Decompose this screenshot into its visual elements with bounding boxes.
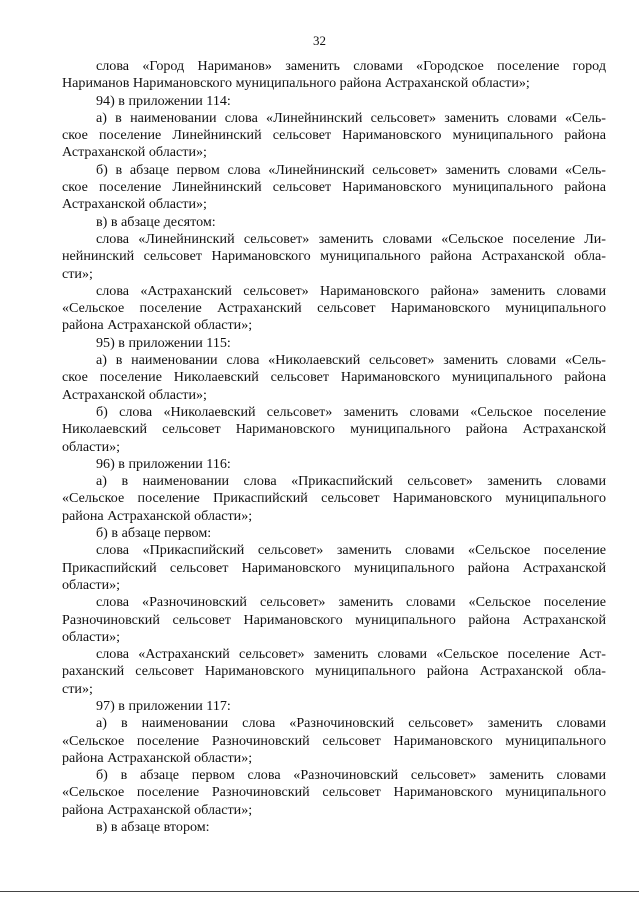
text-line: области»;: [62, 576, 121, 593]
text-line: Разночиновский сельсовет Наримановского муниципального района Астраханской: [62, 611, 606, 628]
text-line: 97) в приложении 117:: [96, 697, 231, 714]
text-line: слова «Город Нариманов» заменить словами «Городское поселение город: [96, 58, 606, 74]
text-line: нейнинский сельсовет Наримановского муниципального района Астраханской обла-: [62, 248, 606, 265]
text-line: слова «Астраханский сельсовет» Наримановского района» заменить словами: [96, 282, 606, 299]
text-line: Николаевский сельсовет Наримановского муниципального района Астраханской: [62, 421, 606, 438]
text-line: в) в абзаце втором:: [96, 819, 210, 836]
text-line: б) в абзаце первом слова «Линейнинский сельсовет» заменить словами «Сель-: [96, 161, 606, 178]
text-line: слова «Астраханский сельсовет» заменить словами «Сельское поселение Аст-: [96, 646, 606, 663]
text-line: сти»;: [62, 265, 93, 282]
text-line: слова «Разночиновский сельсовет» заменить словами «Сельское поселение: [96, 594, 606, 611]
text-line: в) в абзаце десятом:: [96, 213, 216, 230]
text-line: ское поселение Николаевский сельсовет Наримановского муниципального района: [62, 369, 606, 386]
text-line: Нариманов Наримановского муниципального района Астраханской области»;: [62, 75, 530, 92]
text-line: области»;: [62, 438, 121, 455]
text-line: «Сельское поселение Разночиновский сельсовет Наримановского муниципального: [62, 784, 606, 801]
text-line: 96) в приложении 116:: [96, 455, 231, 472]
text-line: а) в наименовании слова «Николаевский сельсовет» заменить словами «Сель-: [96, 352, 606, 369]
text-line: 95) в приложении 115:: [96, 334, 231, 351]
text-line: б) в абзаце первом:: [96, 525, 212, 542]
text-line: слова «Прикаспийский сельсовет» заменить словами «Сельское поселение: [96, 542, 606, 559]
document-body: [62, 58, 606, 836]
text-line: 94) в приложении 114:: [96, 92, 231, 109]
bottom-divider: [0, 891, 639, 892]
text-line: «Сельское поселение Разночиновский сельсовет Наримановского муниципального: [62, 732, 606, 749]
page-number: 32: [313, 33, 326, 48]
text-line: района Астраханской области»;: [62, 749, 253, 766]
text-line: «Сельское поселение Астраханский сельсовет Наримановского муниципального: [62, 300, 606, 317]
text-line: б) слова «Николаевский сельсовет» заменить словами «Сельское поселение: [96, 403, 606, 420]
text-line: «Сельское поселение Прикаспийский сельсовет Наримановского муниципального: [62, 490, 606, 507]
text-line: района Астраханской области»;: [62, 801, 253, 818]
text-line: б) в абзаце первом слова «Разночиновский сельсовет» заменить словами: [96, 767, 606, 784]
text-line: района Астраханской области»;: [62, 317, 253, 334]
text-line: раханский сельсовет Наримановского муниципального района Астраханской обла-: [62, 663, 606, 680]
text-line: ское поселение Линейнинский сельсовет Наримановского муниципального района: [62, 127, 606, 144]
text-line: а) в наименовании слова «Прикаспийский сельсовет» заменить словами: [96, 473, 606, 490]
text-line: области»;: [62, 628, 121, 645]
text-line: Астраханской области»;: [62, 144, 207, 161]
text-line: а) в наименовании слова «Линейнинский сельсовет» заменить словами «Сель-: [96, 109, 606, 126]
text-line: Астраханской области»;: [62, 196, 207, 213]
text-line: Астраханской области»;: [62, 386, 207, 403]
text-line: ское поселение Линейнинский сельсовет Наримановского муниципального района: [62, 179, 606, 196]
text-line: Прикаспийский сельсовет Наримановского муниципального района Астраханской: [62, 559, 606, 576]
text-line: слова «Линейнинский сельсовет» заменить словами «Сельское поселение Ли-: [96, 230, 606, 247]
text-line: района Астраханской области»;: [62, 507, 253, 524]
text-line: сти»;: [62, 680, 93, 697]
text-line: а) в наименовании слова «Разночиновский сельсовет» заменить словами: [96, 715, 606, 732]
